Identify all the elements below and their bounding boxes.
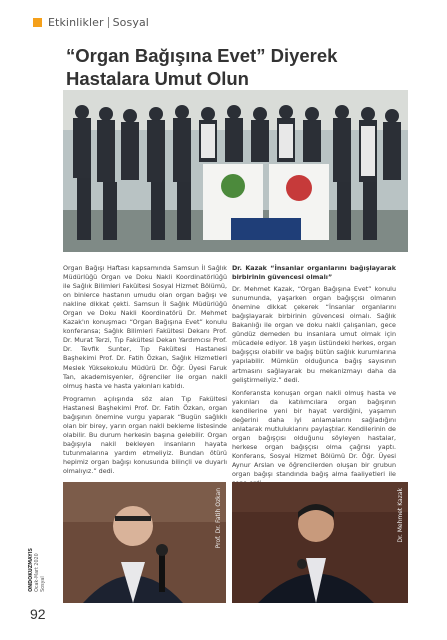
paragraph: Programın açılışında söz alan Tıp Fakültesi Hastanesi Başhekimi Prof. Dr. Fatih Özkan, organ bağışının önemine vurgu yaparak “Bugün sağlıklı olan bir birey, yarın organ nakli bekleme listesinde olabilir. Bu durum herkesin başına gelebilir. Organ bağışıyla nakil bekleyen insanların hayata tutunmalarına yardım etmeliyiz. Bundan ötürü hepimiz organ bağışı konusunda bilinçli ve duyarlı olmalıyız.” dedi. [63, 394, 227, 476]
paragraph: Dr. Mehmet Kazak, “Organ Bağışına Evet” konulu sunumunda, yaşarken organ bağışçısı olmanın önemine dikkat çekerek “İnsanlar organlarını bağışlayarak birbirinin güvencesi olmalı. Sağlık Bakanlığı ile organ ve doku nakli çalışanları, gece gündüz demeden bu insanlara umut olmak için mücadele ediyor. 18 yaşın üstündeki herkes, organ bağışçısı olabilir ve bağış bütün sağlık kurumlarına yapılabilir. Mümkün olduğunca bağış sayısının artmasını sağlayarak bu mekanizmayı daha da geliştirmeliyiz.” dedi. [232, 285, 396, 384]
magazine-name: ONDOKUZMAYIS [29, 548, 34, 592]
article-right-column [232, 264, 396, 492]
paragraph: Konferansta konuşan organ nakli olmuş hasta ve yakınları da katılımcılara organ bağışının kendilerine yeni bir hayat verdiğini, yaşamın değerini daha iyi anlamalarını sağladığını anlatarak mutluluklarını paylaştılar. Kendilerinin de organ bağışçısı olduğunu söyleyen hastalar, herkese organ bağışçısı olma çağrısı yaptı. Konferans, Sosyal Hizmet Bölümü Dr. Öğr. Üyesi Aynur Arslan ve öğrencilerden oluşan bir grubun organ bağışı standında bağış alma faaliyetleri ile [232, 388, 396, 479]
speaker-photo-right [232, 482, 408, 603]
article-subheading: Dr. Kazak “İnsanlar organlarını bağışlayarak birbirinin güvencesi olmalı” [232, 264, 396, 282]
group-photo-illustration [63, 90, 408, 252]
photo-caption-left: Prof. Dr. Fatih Özkan [215, 488, 222, 549]
issue-date: Ocak-Mart 2020 [35, 553, 40, 592]
side-issue-info [29, 548, 47, 592]
header-divider [108, 17, 109, 28]
paragraph: Organ Bağışı Haftası kapsamında Samsun İl Sağlık Müdürlüğü Organ ve Doku Nakli Koordinatörlüğü ile Sağlık Bilimleri Fakültesi Sosyal Hizmet Bölümü, on binlerce hastanın umudu olan organ bağışı ve nakline dikkat çekti. Samsun İl Sağlık Müdürlüğü Organ ve Doku Nakli Koordinatörü Dr. Mehmet Kazak'ın konuşmacı “Organ Bağışına Evet” konulu konferansa; Sağlık Bilimleri Fakültesi Dekanı Prof. Dr. Murat Terzi, Tıp Fakültesi Dekan Yardımcısı Prof. Dr. Tevfik Sunter, Tıp Fakültesi Hastanesi Başhekimi Prof. Dr. Fatih Özkan, Sağlık Hizmetleri Meslek Yüksekokulu Müdürü Dr. Öğr. Üyesi Faruk Tan, akademisyenler, öğrenciler ile organ nakli olmuş hasta ve hasta yakınları katıldı. [63, 264, 227, 390]
speaker-photo-left-illustration [63, 482, 226, 603]
page-number: 92 [30, 606, 46, 622]
side-section: Sosyal [41, 576, 46, 592]
section-header [33, 14, 149, 30]
speaker-photo-left [63, 482, 226, 603]
group-photo [63, 90, 408, 252]
section-label: Etkinlikler [48, 15, 104, 29]
speaker-photo-right-illustration [232, 482, 408, 603]
section-marker-icon [33, 18, 42, 27]
article-left-column [63, 264, 227, 480]
subsection-label: Sosyal [112, 15, 149, 29]
article-title: “Organ Bağışına Evet” Diyerek Hastalara Umut Olun [66, 45, 338, 89]
photo-caption-right: Dr. Mehmet Kazak [397, 488, 404, 543]
